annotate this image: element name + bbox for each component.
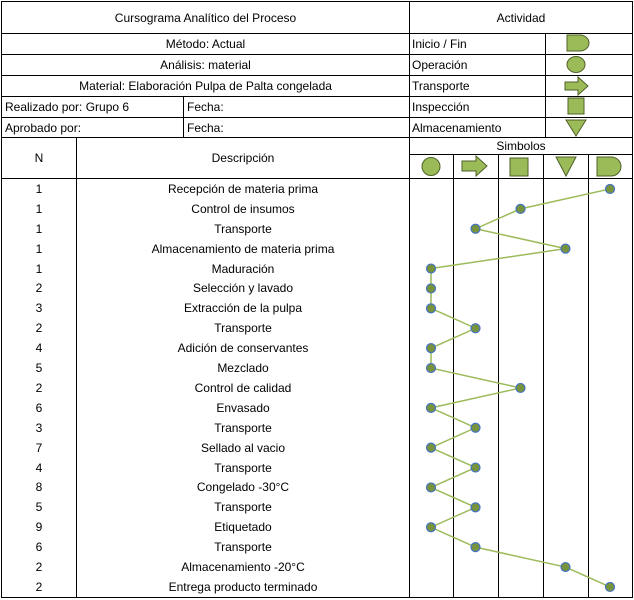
col-desc-header: Descripción bbox=[211, 151, 275, 165]
row-number: 4 bbox=[35, 341, 43, 356]
row-number: 1 bbox=[35, 241, 43, 256]
legend-inicio-fin: Inicio / Fin bbox=[412, 37, 467, 51]
col-arrow-icon bbox=[462, 156, 487, 176]
col-delay-d-icon bbox=[597, 157, 621, 176]
legend-almacenamiento: Almacenamiento bbox=[412, 120, 502, 135]
fecha1-label: Fecha: bbox=[187, 100, 224, 114]
row-number: 2 bbox=[35, 380, 43, 395]
row-number: 5 bbox=[35, 361, 43, 376]
row-number: 7 bbox=[35, 440, 43, 455]
flow-point bbox=[516, 204, 525, 213]
flow-connector bbox=[476, 229, 566, 249]
row-description: Sellado al vacio bbox=[200, 440, 286, 455]
row-description: Transporte bbox=[214, 221, 272, 236]
flow-point bbox=[561, 244, 570, 253]
row-number: 1 bbox=[35, 181, 43, 196]
row-description: Transporte bbox=[214, 321, 272, 336]
row-description: Adición de conservantes bbox=[177, 341, 309, 356]
page-title: Cursograma Analítico del Proceso bbox=[114, 10, 297, 25]
flow-connector bbox=[431, 388, 521, 408]
row-description: Maduración bbox=[211, 261, 275, 276]
flow-connector bbox=[521, 189, 611, 209]
actividad-title: Actividad bbox=[496, 10, 546, 25]
flow-point bbox=[427, 284, 436, 293]
row-number: 5 bbox=[35, 500, 43, 515]
col-square-icon bbox=[510, 158, 528, 176]
flow-point bbox=[427, 483, 436, 492]
row-number: 1 bbox=[35, 261, 43, 276]
flow-point bbox=[471, 543, 480, 552]
flow-point bbox=[427, 364, 436, 373]
row-description: Transporte bbox=[214, 500, 272, 515]
flow-connector bbox=[566, 567, 611, 587]
row-description: Mezclado bbox=[217, 361, 269, 376]
legend-circle-icon bbox=[567, 57, 585, 73]
flow-point bbox=[471, 224, 480, 233]
flow-point bbox=[427, 403, 436, 412]
row-number: 6 bbox=[35, 400, 43, 415]
row-description: Envasado bbox=[216, 400, 270, 415]
legend-inspeccion: Inspección bbox=[412, 100, 470, 114]
legend-square-icon bbox=[568, 98, 584, 114]
row-number: 4 bbox=[35, 460, 43, 475]
row-number: 3 bbox=[35, 301, 43, 316]
aprobado-label: Aprobado por: bbox=[5, 120, 82, 135]
flow-point bbox=[427, 344, 436, 353]
row-number: 2 bbox=[35, 321, 43, 336]
row-description: Recepción de materia prima bbox=[167, 181, 319, 196]
fecha2-label: Fecha: bbox=[187, 120, 224, 135]
row-number: 6 bbox=[35, 540, 43, 555]
row-number: 2 bbox=[35, 560, 43, 575]
material-label: Material: Elaboración Pulpa de Palta congelada bbox=[79, 79, 332, 93]
row-number: 9 bbox=[35, 520, 43, 535]
flow-point bbox=[606, 184, 615, 193]
row-description: Extracción de la pulpa bbox=[183, 301, 303, 316]
row-description: Transporte bbox=[214, 460, 272, 475]
metodo-label: Método: Actual bbox=[165, 37, 246, 51]
flow-point bbox=[471, 503, 480, 512]
flow-point bbox=[516, 383, 525, 392]
legend-transporte: Transporte bbox=[412, 79, 470, 93]
flow-point bbox=[471, 463, 480, 472]
row-number: 8 bbox=[35, 480, 43, 495]
row-number: 3 bbox=[35, 420, 43, 435]
flow-point bbox=[427, 523, 436, 532]
row-description: Transporte bbox=[214, 540, 272, 555]
row-number: 2 bbox=[35, 579, 43, 594]
row-description: Control de calidad bbox=[194, 380, 292, 395]
legend-delay-d-icon bbox=[567, 35, 589, 51]
flow-point bbox=[427, 304, 436, 313]
flow-point bbox=[427, 264, 436, 273]
flow-point bbox=[606, 582, 615, 591]
row-description: Selección y lavado bbox=[192, 281, 294, 296]
realizado-label: Realizado por: Grupo 6 bbox=[5, 100, 130, 114]
legend-operacion: Operación bbox=[412, 58, 468, 72]
flow-point bbox=[427, 443, 436, 452]
analisis-label: Análisis: material bbox=[160, 58, 251, 72]
legend-arrow-icon bbox=[565, 77, 588, 95]
row-description: Control de insumos bbox=[191, 201, 295, 216]
flow-point bbox=[471, 423, 480, 432]
flow-point bbox=[561, 563, 570, 572]
row-description: Almacenamiento -20°C bbox=[181, 560, 305, 575]
row-number: 1 bbox=[35, 201, 43, 216]
row-description: Congelado -30°C bbox=[196, 480, 290, 495]
row-description: Entrega producto terminado bbox=[168, 579, 318, 594]
col-circle-icon bbox=[422, 158, 440, 176]
row-description: Etiquetado bbox=[214, 520, 272, 535]
row-description: Transporte bbox=[214, 420, 272, 435]
row-number: 2 bbox=[35, 281, 43, 296]
flow-connector bbox=[476, 547, 566, 567]
legend-triangle-icon bbox=[566, 120, 586, 136]
col-triangle-icon bbox=[556, 157, 576, 176]
row-description: Almacenamiento de materia prima bbox=[151, 241, 335, 256]
simbolos-header: Simbolos bbox=[496, 139, 546, 153]
flow-point bbox=[471, 324, 480, 333]
col-n-header: N bbox=[34, 151, 44, 165]
flow-connector bbox=[431, 368, 521, 388]
row-number: 1 bbox=[35, 221, 43, 236]
